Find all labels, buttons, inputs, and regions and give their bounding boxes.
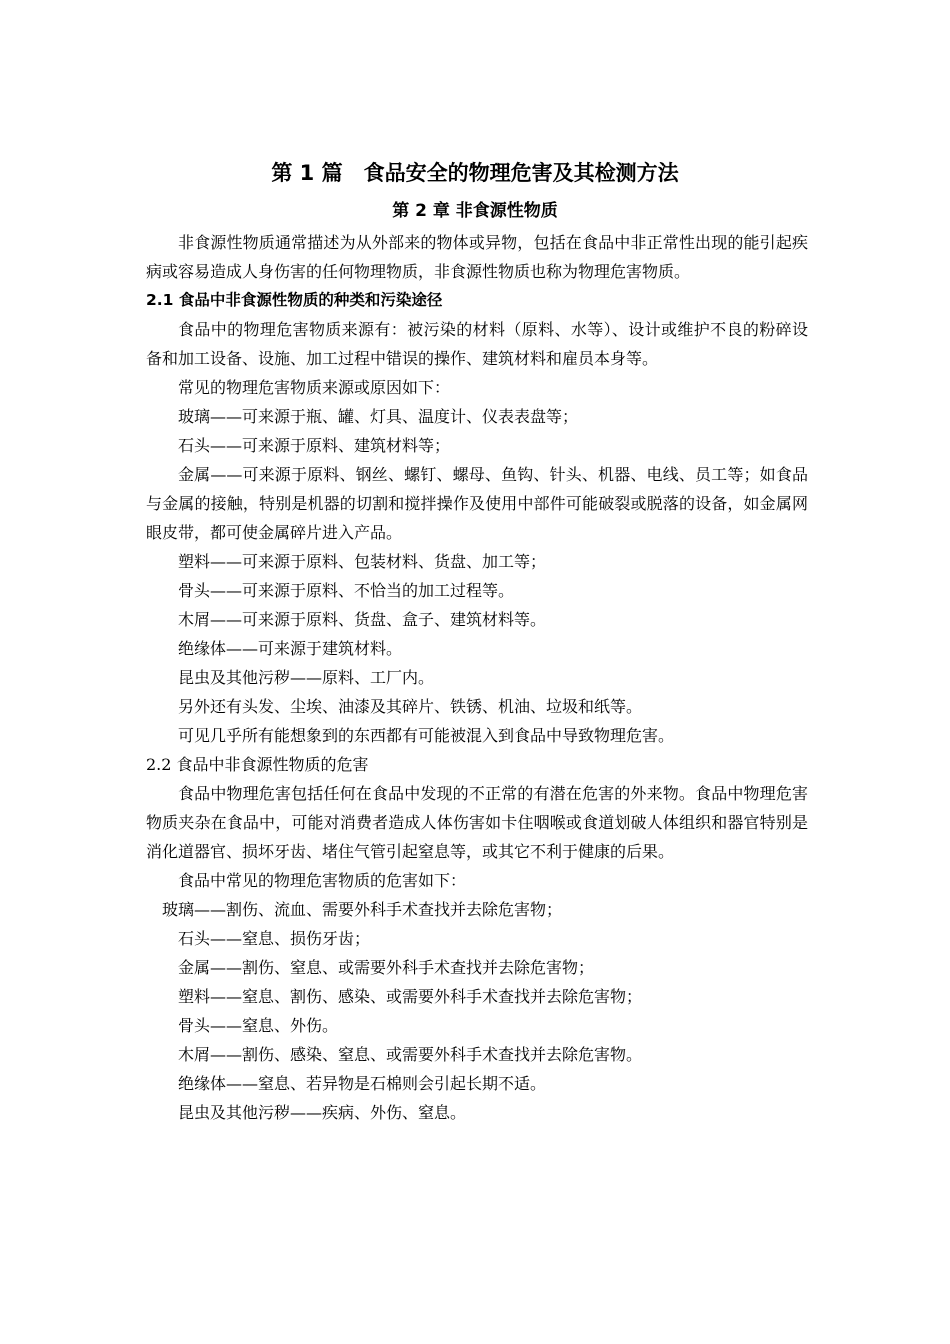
list-item: 昆虫及其他污秽——疾病、外伤、窒息。 — [178, 1103, 467, 1122]
part-title: 第 1 篇 食品安全的物理危害及其检测方法 — [271, 161, 679, 185]
list-item: 绝缘体——可来源于建筑材料。 — [178, 639, 403, 658]
intro-paragraph: 非食源性物质通常描述为从外部来的物体或异物，包括在食品中非正常性出现的能引起疾病或容易造成人身伤害的任何物理物质，非食源性物质也称为物理危害物质。 — [146, 233, 808, 281]
list-item: 可见几乎所有能想象到的东西都有可能被混入到食品中导致物理危害。 — [178, 726, 675, 745]
document-body — [146, 228, 808, 1127]
list-item: 塑料——窒息、割伤、感染、或需要外科手术查找并去除危害物； — [178, 987, 643, 1006]
section-heading-2-2: 2.2 食品中非食源性物质的危害 — [146, 755, 369, 774]
list-item: 昆虫及其他污秽——原料、工厂内。 — [178, 668, 435, 687]
list-item: 骨头——窒息、外伤。 — [178, 1016, 339, 1035]
section-2-paragraph: 食品中物理危害包括任何在食品中发现的不正常的有潜在危害的外来物。食品中物理危害物质夹杂在食品中，可能对消费者造成人体伤害如卡住咽喉或食道划破人体组织和器官特别是消化道器官、损坏牙齿、堵住气管引起窒息等，或其它不利于健康的后果。 — [146, 784, 808, 861]
list-item: 木屑——可来源于原料、货盘、盒子、建筑材料等。 — [178, 610, 547, 629]
section-1-paragraph: 食品中的物理危害物质来源有：被污染的材料（原料、水等）、设计或维护不良的粉碎设备和加工设备、设施、加工过程中错误的操作、建筑材料和雇员本身等。 — [146, 320, 808, 368]
list-item: 塑料——可来源于原料、包装材料、货盘、加工等； — [178, 552, 547, 571]
section-heading-2-1: 2.1 食品中非食源性物质的种类和污染途径 — [146, 291, 443, 309]
list-item: 金属——割伤、窒息、或需要外科手术查找并去除危害物； — [178, 958, 595, 977]
list-item: 石头——窒息、损伤牙齿； — [178, 929, 371, 948]
list-item: 玻璃——可来源于瓶、罐、灯具、温度计、仪表表盘等； — [178, 407, 579, 426]
list-item: 金属——可来源于原料、钢丝、螺钉、螺母、鱼钩、针头、机器、电线、员工等；如食品与金属的接触，特别是机器的切割和搅拌操作及使用中部件可能破裂或脱落的设备，如金属网眼皮带，都可使金属碎片进入产品。 — [146, 465, 808, 542]
list-item: 石头——可来源于原料、建筑材料等； — [178, 436, 451, 455]
list-item: 绝缘体——窒息、若异物是石棉则会引起长期不适。 — [178, 1074, 547, 1093]
section-2-list-intro: 食品中常见的物理危害物质的危害如下： — [178, 871, 467, 890]
list-item: 另外还有头发、尘埃、油漆及其碎片、铁锈、机油、垃圾和纸等。 — [178, 697, 643, 716]
list-item: 玻璃——割伤、流血、需要外科手术查找并去除危害物； — [162, 900, 563, 919]
chapter-title: 第 2 章 非食源性物质 — [392, 201, 558, 221]
section-1-list-intro: 常见的物理危害物质来源或原因如下： — [178, 378, 451, 397]
list-item: 骨头——可来源于原料、不恰当的加工过程等。 — [178, 581, 515, 600]
list-item: 木屑——割伤、感染、窒息、或需要外科手术查找并去除危害物。 — [178, 1045, 643, 1064]
